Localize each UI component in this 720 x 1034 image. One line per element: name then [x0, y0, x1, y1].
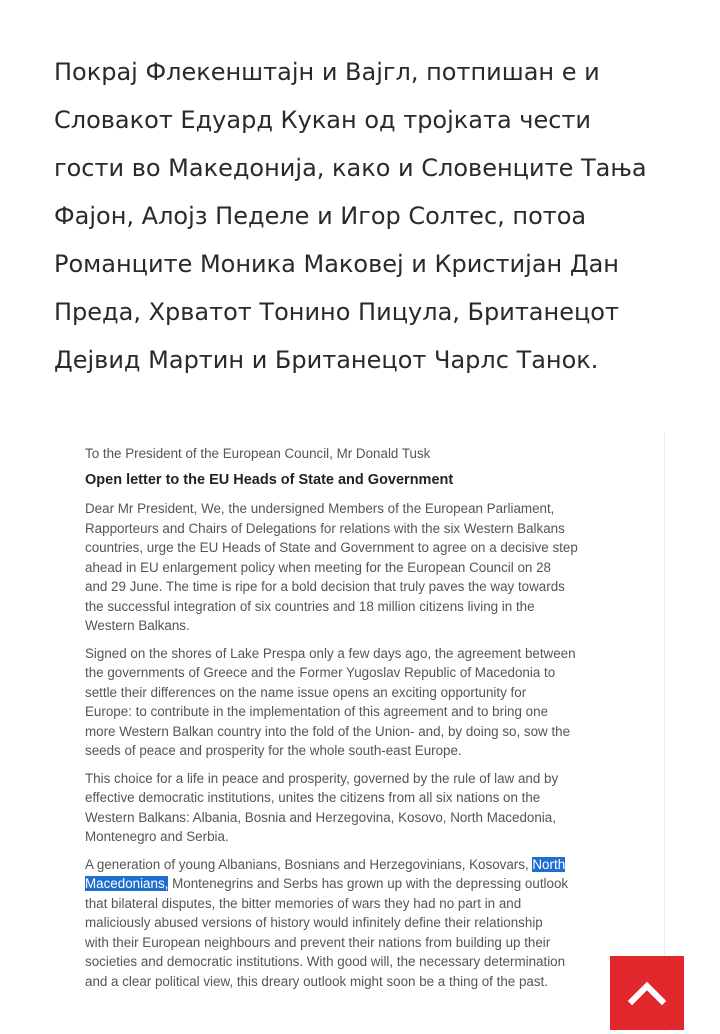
letter-line: Western Balkans: Albania, Bosnia and Herzegovina, Kosovo, North Macedonia, — [85, 809, 556, 825]
letter-line: This choice for a life in peace and prosperity, governed by the rule of law and by — [85, 770, 559, 786]
article-line: Романците Моника Маковеј и Кристијан Дан — [54, 250, 619, 278]
letter-line — [85, 874, 645, 894]
article-line: Словакот Едуард Кукан од тројката чести — [54, 106, 592, 134]
letter-line: maliciously abused versions of history would infinitely define their relationship — [85, 915, 543, 930]
letter-line: Western Balkans. — [85, 618, 190, 633]
letter-line — [85, 855, 645, 875]
letter-line: the governments of Greece and the Former Yugoslav Republic of Macedonia to — [85, 665, 556, 680]
letter-heading: Open letter to the EU Heads of State and Government — [85, 472, 454, 488]
letter-paragraph-1 — [85, 499, 645, 636]
article-line: Фајон, Алојз Педеле и Игор Солтес, потоа — [54, 202, 587, 230]
letter-line: more Western Balkan country into the fold of the Union- and, by doing so, sow the — [85, 723, 571, 739]
selected-text-highlight: North — [532, 856, 566, 872]
letter-line: Signed on the shores of Lake Prespa only a few days ago, the agreement between — [85, 645, 576, 661]
scroll-to-top-button[interactable] — [610, 956, 684, 1030]
article-line: гости во Македонија, како и Словенците Тања — [54, 154, 647, 182]
letter-line: seeds of peace and prosperity for the whole south-east Europe. — [85, 743, 462, 758]
letter-paragraph-3 — [85, 769, 645, 847]
article-line: Покрај Флекенштајн и Вајгл, потпишан е и — [54, 58, 600, 86]
article-line: Дејвид Мартин и Британецот Чарлс Танок. — [54, 346, 599, 374]
article-paragraph — [54, 48, 684, 384]
letter-line: ahead in EU enlargement policy when meeting for the European Council on 28 — [85, 559, 551, 575]
letter-content — [85, 444, 645, 999]
letter-line: that bilateral disputes, the bitter memories of wars they had no part in and — [85, 895, 522, 911]
chevron-up-icon — [627, 980, 667, 1006]
letter-line: Montenegro and Serbia. — [85, 829, 229, 844]
letter-line: the successful integration of six countries and 18 million citizens living in the — [85, 598, 535, 614]
open-letter-image — [64, 432, 665, 1032]
letter-paragraph-4 — [85, 855, 645, 992]
letter-line: societies and democratic institutions. With good will, the necessary determination — [85, 954, 566, 969]
letter-text: Montenegrins and Serbs has grown up with the depressing outlook — [168, 876, 569, 891]
letter-paragraph-2 — [85, 644, 645, 761]
letter-line: with their European neighbours and prevent their nations from building up their — [85, 934, 551, 950]
article-line: Преда, Хрватот Тонино Пицула, Британецот — [54, 298, 619, 326]
letter-text: A generation of young Albanians, Bosnians and Herzegovinians, Kosovars, — [85, 856, 533, 872]
letter-line: Rapporteurs and Chairs of Delegations for relations with the six Western Balkans — [85, 520, 565, 536]
letter-line: Dear Mr President, We, the undersigned Members of the European Parliament, — [85, 501, 555, 516]
letter-line: Europe: to contribute in the implementation of this agreement and to bring one — [85, 704, 549, 719]
letter-line: countries, urge the EU Heads of State and Government to agree on a decisive step — [85, 540, 578, 555]
letter-line: settle their differences on the name issue opens an exciting opportunity for — [85, 684, 527, 700]
letter-addressee: To the President of the European Council, Mr Donald Tusk — [85, 446, 431, 461]
letter-line: and 29 June. The time is ripe for a bold decision that truly paves the way towards — [85, 579, 565, 594]
selected-text-highlight: Macedonians, — [85, 876, 169, 891]
letter-line: and a clear political view, this dreary outlook might soon be a thing of the past. — [85, 973, 548, 989]
letter-line: effective democratic institutions, unites the citizens from all six nations on the — [85, 790, 541, 805]
